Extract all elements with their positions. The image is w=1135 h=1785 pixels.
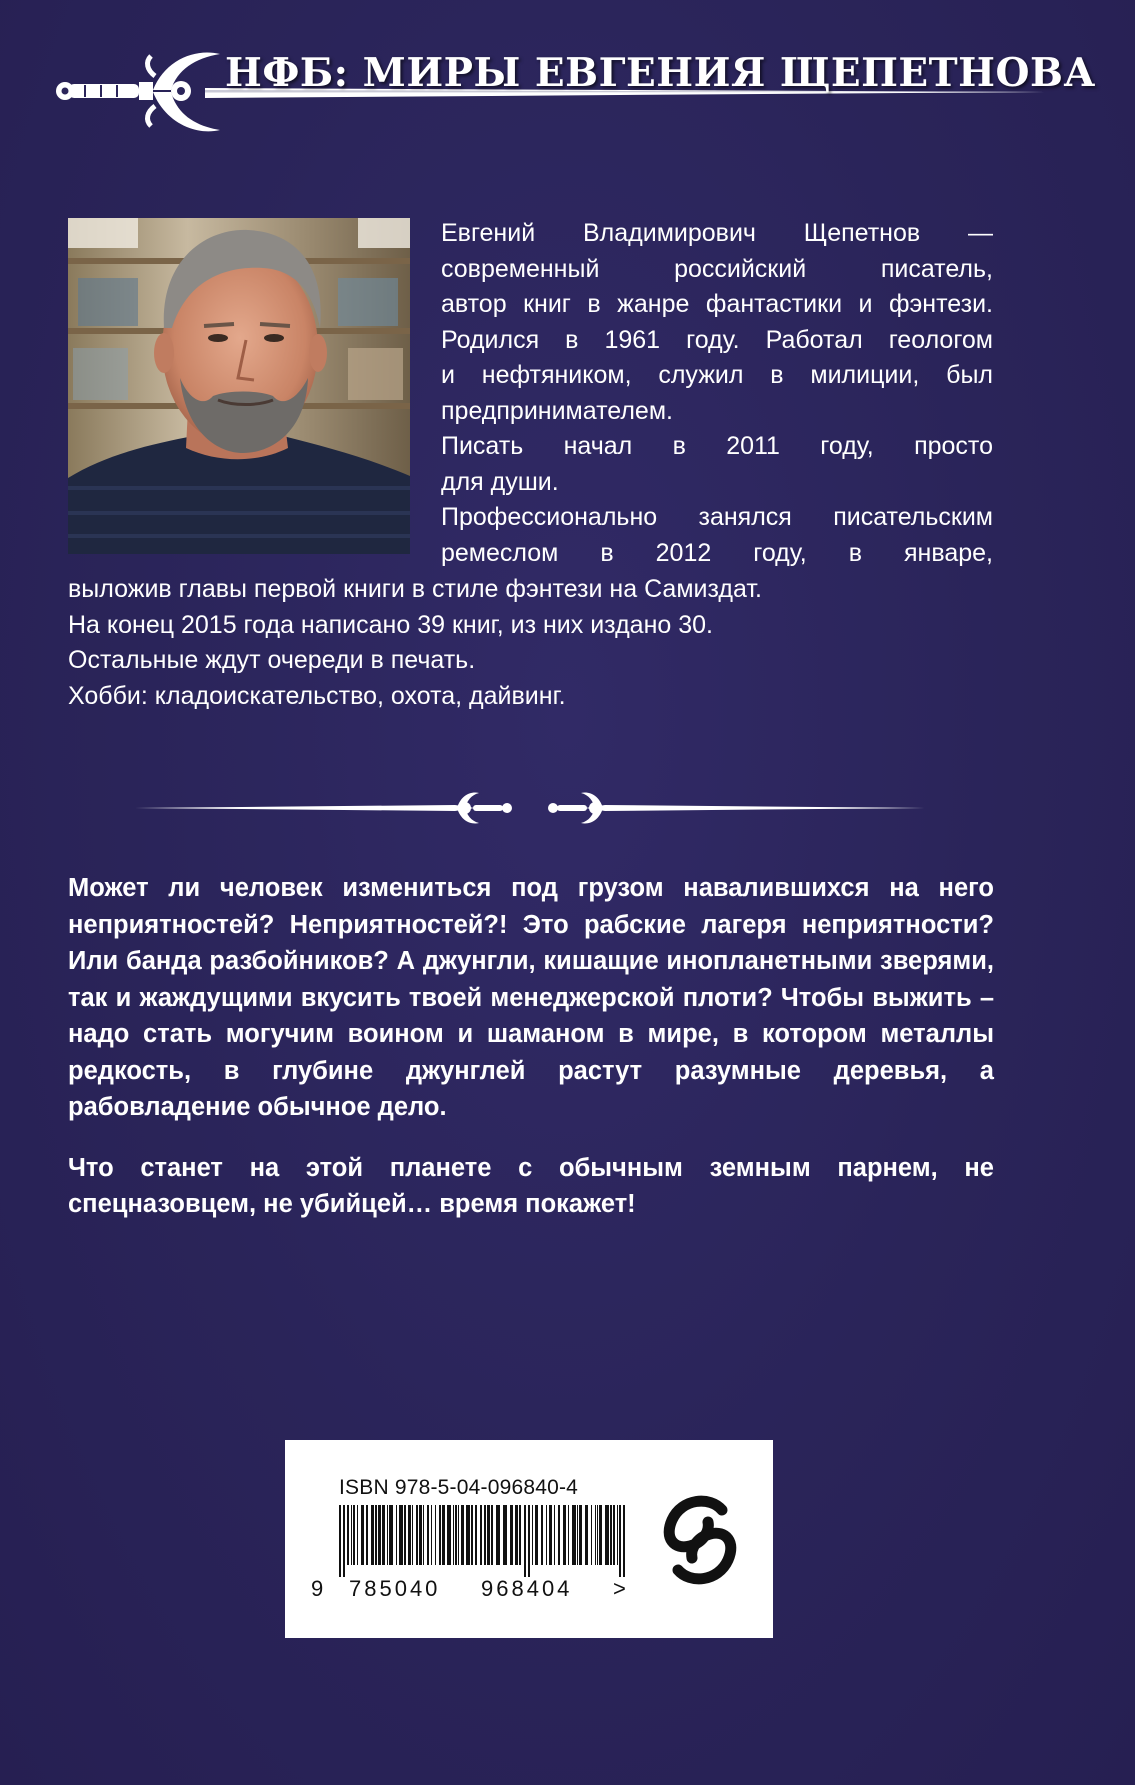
barcode-bar	[610, 1505, 612, 1565]
barcode-bar	[599, 1505, 602, 1565]
bio-line: автор книг в жанре фантастики и фэнтези.	[441, 290, 993, 318]
barcode-bar	[461, 1505, 464, 1565]
barcode-bar	[396, 1505, 397, 1565]
barcode-bar	[496, 1505, 500, 1565]
barcode-bar	[439, 1505, 441, 1565]
bio-line: предпринимателем.	[441, 396, 673, 425]
ornament-divider-icon	[135, 785, 925, 831]
barcode-bar	[378, 1505, 381, 1565]
bio-line: и нефтяником, служил в милиции, был	[441, 361, 993, 389]
barcode-bar	[447, 1505, 451, 1565]
barcode-bar	[524, 1505, 526, 1577]
barcode-bar	[554, 1505, 555, 1565]
bio-line: для души.	[441, 467, 559, 496]
book-annotation	[68, 870, 994, 1247]
barcode-bar	[475, 1505, 477, 1565]
bio-line: Евгений Владимирович Щепетнов —	[441, 219, 993, 247]
isbn-label: ISBN 978-5-04-096840-4	[339, 1476, 579, 1499]
barcode-bar	[597, 1505, 598, 1565]
barcode-bar	[423, 1505, 424, 1565]
bio-line: выложив главы первой книги в стиле фэнтези на Самиздат.	[68, 575, 762, 603]
barcode-bar	[541, 1505, 543, 1565]
barcode-bar	[431, 1505, 432, 1565]
barcode-bar	[577, 1505, 578, 1565]
barcode-bar	[387, 1505, 388, 1565]
barcode-bar	[563, 1505, 566, 1565]
barcode-bar	[532, 1505, 533, 1565]
barcode-bar	[343, 1505, 345, 1577]
bio-line: Хобби: кладоискательство, охота, дайвинг.	[68, 681, 566, 710]
author-photo	[68, 218, 410, 554]
barcode-bar	[371, 1505, 374, 1565]
barcode-bar	[389, 1505, 393, 1565]
barcode-bar	[579, 1505, 582, 1565]
barcode-bar	[442, 1505, 445, 1565]
barcode-icon	[339, 1505, 629, 1577]
author-portrait	[68, 218, 410, 554]
barcode-bar	[435, 1505, 436, 1565]
barcode-bar	[617, 1505, 618, 1565]
barcode-bar	[558, 1505, 560, 1565]
barcode-bar	[549, 1505, 552, 1565]
barcode-bar	[466, 1505, 470, 1565]
barcode-bar	[491, 1505, 493, 1565]
barcode-bar	[510, 1505, 513, 1565]
author-bio-continued	[68, 572, 1008, 714]
barcode-bar	[404, 1505, 406, 1565]
barcode-bar	[382, 1505, 385, 1565]
annotation-paragraph: Может ли человек измениться под грузом навалившихся на него неприятностей? Неприятностей?! Это рабские лагеря неприятности? Или банда разбойников? А джунгли, кишащие инопланетными зверями, так и жаждущими вкусить твоей менеджерской плоти? Чтобы выжить – надо стать могучим воином и шаманом в мире, в котором металлы редкость, в глубине джунглей растут разумные деревья, а рабовладение обычное дело.	[68, 874, 994, 1121]
barcode-bar	[455, 1505, 457, 1565]
series-header	[55, 40, 1096, 140]
bio-line: современный российский писатель,	[441, 254, 993, 283]
barcode-digits-right: 968404	[481, 1576, 573, 1601]
barcode-bar	[471, 1505, 473, 1565]
barcode-bar	[375, 1505, 377, 1565]
series-title: НФБ: МИРЫ ЕВГЕНИЯ ЩЕПЕТНОВА	[225, 50, 1096, 96]
barcode-bar	[357, 1505, 358, 1565]
barcode-bar	[535, 1505, 538, 1565]
isbn-barcode-box	[285, 1440, 773, 1638]
barcode-bar	[484, 1505, 486, 1565]
barcode-bar	[503, 1505, 507, 1565]
barcode-bar	[605, 1505, 609, 1565]
barcode-bar	[351, 1505, 352, 1565]
barcode-bar	[623, 1505, 625, 1577]
barcode-bar	[568, 1505, 569, 1565]
barcode-bar	[613, 1505, 615, 1565]
barcode-bar	[353, 1505, 355, 1565]
barcode-digits-left: 785040	[349, 1576, 441, 1601]
barcode-bar	[572, 1505, 576, 1565]
barcode-bar	[619, 1505, 621, 1577]
barcode-bar	[487, 1505, 490, 1565]
barcode-bar	[416, 1505, 418, 1565]
barcode-bar	[399, 1505, 403, 1565]
barcode-bar	[453, 1505, 454, 1565]
annotation-paragraph: Что станет на этой планете с обычным земным парнем, не спецназовцем, не убийцей… время покажет!	[68, 1153, 994, 1218]
barcode-bar	[528, 1505, 530, 1577]
barcode-bar	[419, 1505, 422, 1565]
barcode-bar	[339, 1505, 341, 1577]
publisher-logo-icon	[660, 1492, 740, 1588]
barcode-digit-first: 9	[311, 1576, 324, 1601]
barcode-bar	[595, 1505, 596, 1565]
bio-line: Остальные ждут очереди в печать.	[68, 646, 476, 674]
author-bio-column	[441, 216, 993, 571]
bio-line: Писать начал в 2011 году, просто	[441, 432, 993, 460]
barcode-bar	[546, 1505, 547, 1565]
barcode-bar	[347, 1505, 349, 1565]
barcode-bar	[591, 1505, 592, 1565]
barcode-bar	[515, 1505, 518, 1565]
barcode-bar	[361, 1505, 364, 1565]
barcode-bar	[519, 1505, 521, 1565]
barcode-bar	[366, 1505, 368, 1565]
bio-line: Родился в 1961 году. Работал геологом	[441, 325, 993, 354]
barcode-bar	[458, 1505, 459, 1565]
bio-line: На конец 2015 года написано 39 книг, из них издано 30.	[68, 610, 713, 639]
bio-line: Профессионально занялся писательским	[441, 503, 993, 531]
barcode-quiet-mark: >	[613, 1576, 626, 1601]
barcode-bar	[480, 1505, 482, 1565]
barcode-bar	[585, 1505, 588, 1565]
barcode-bar	[408, 1505, 411, 1565]
bio-line: ремеслом в 2012 году, в январе,	[441, 538, 993, 567]
barcode-bar	[412, 1505, 413, 1565]
barcode-bar	[427, 1505, 429, 1565]
